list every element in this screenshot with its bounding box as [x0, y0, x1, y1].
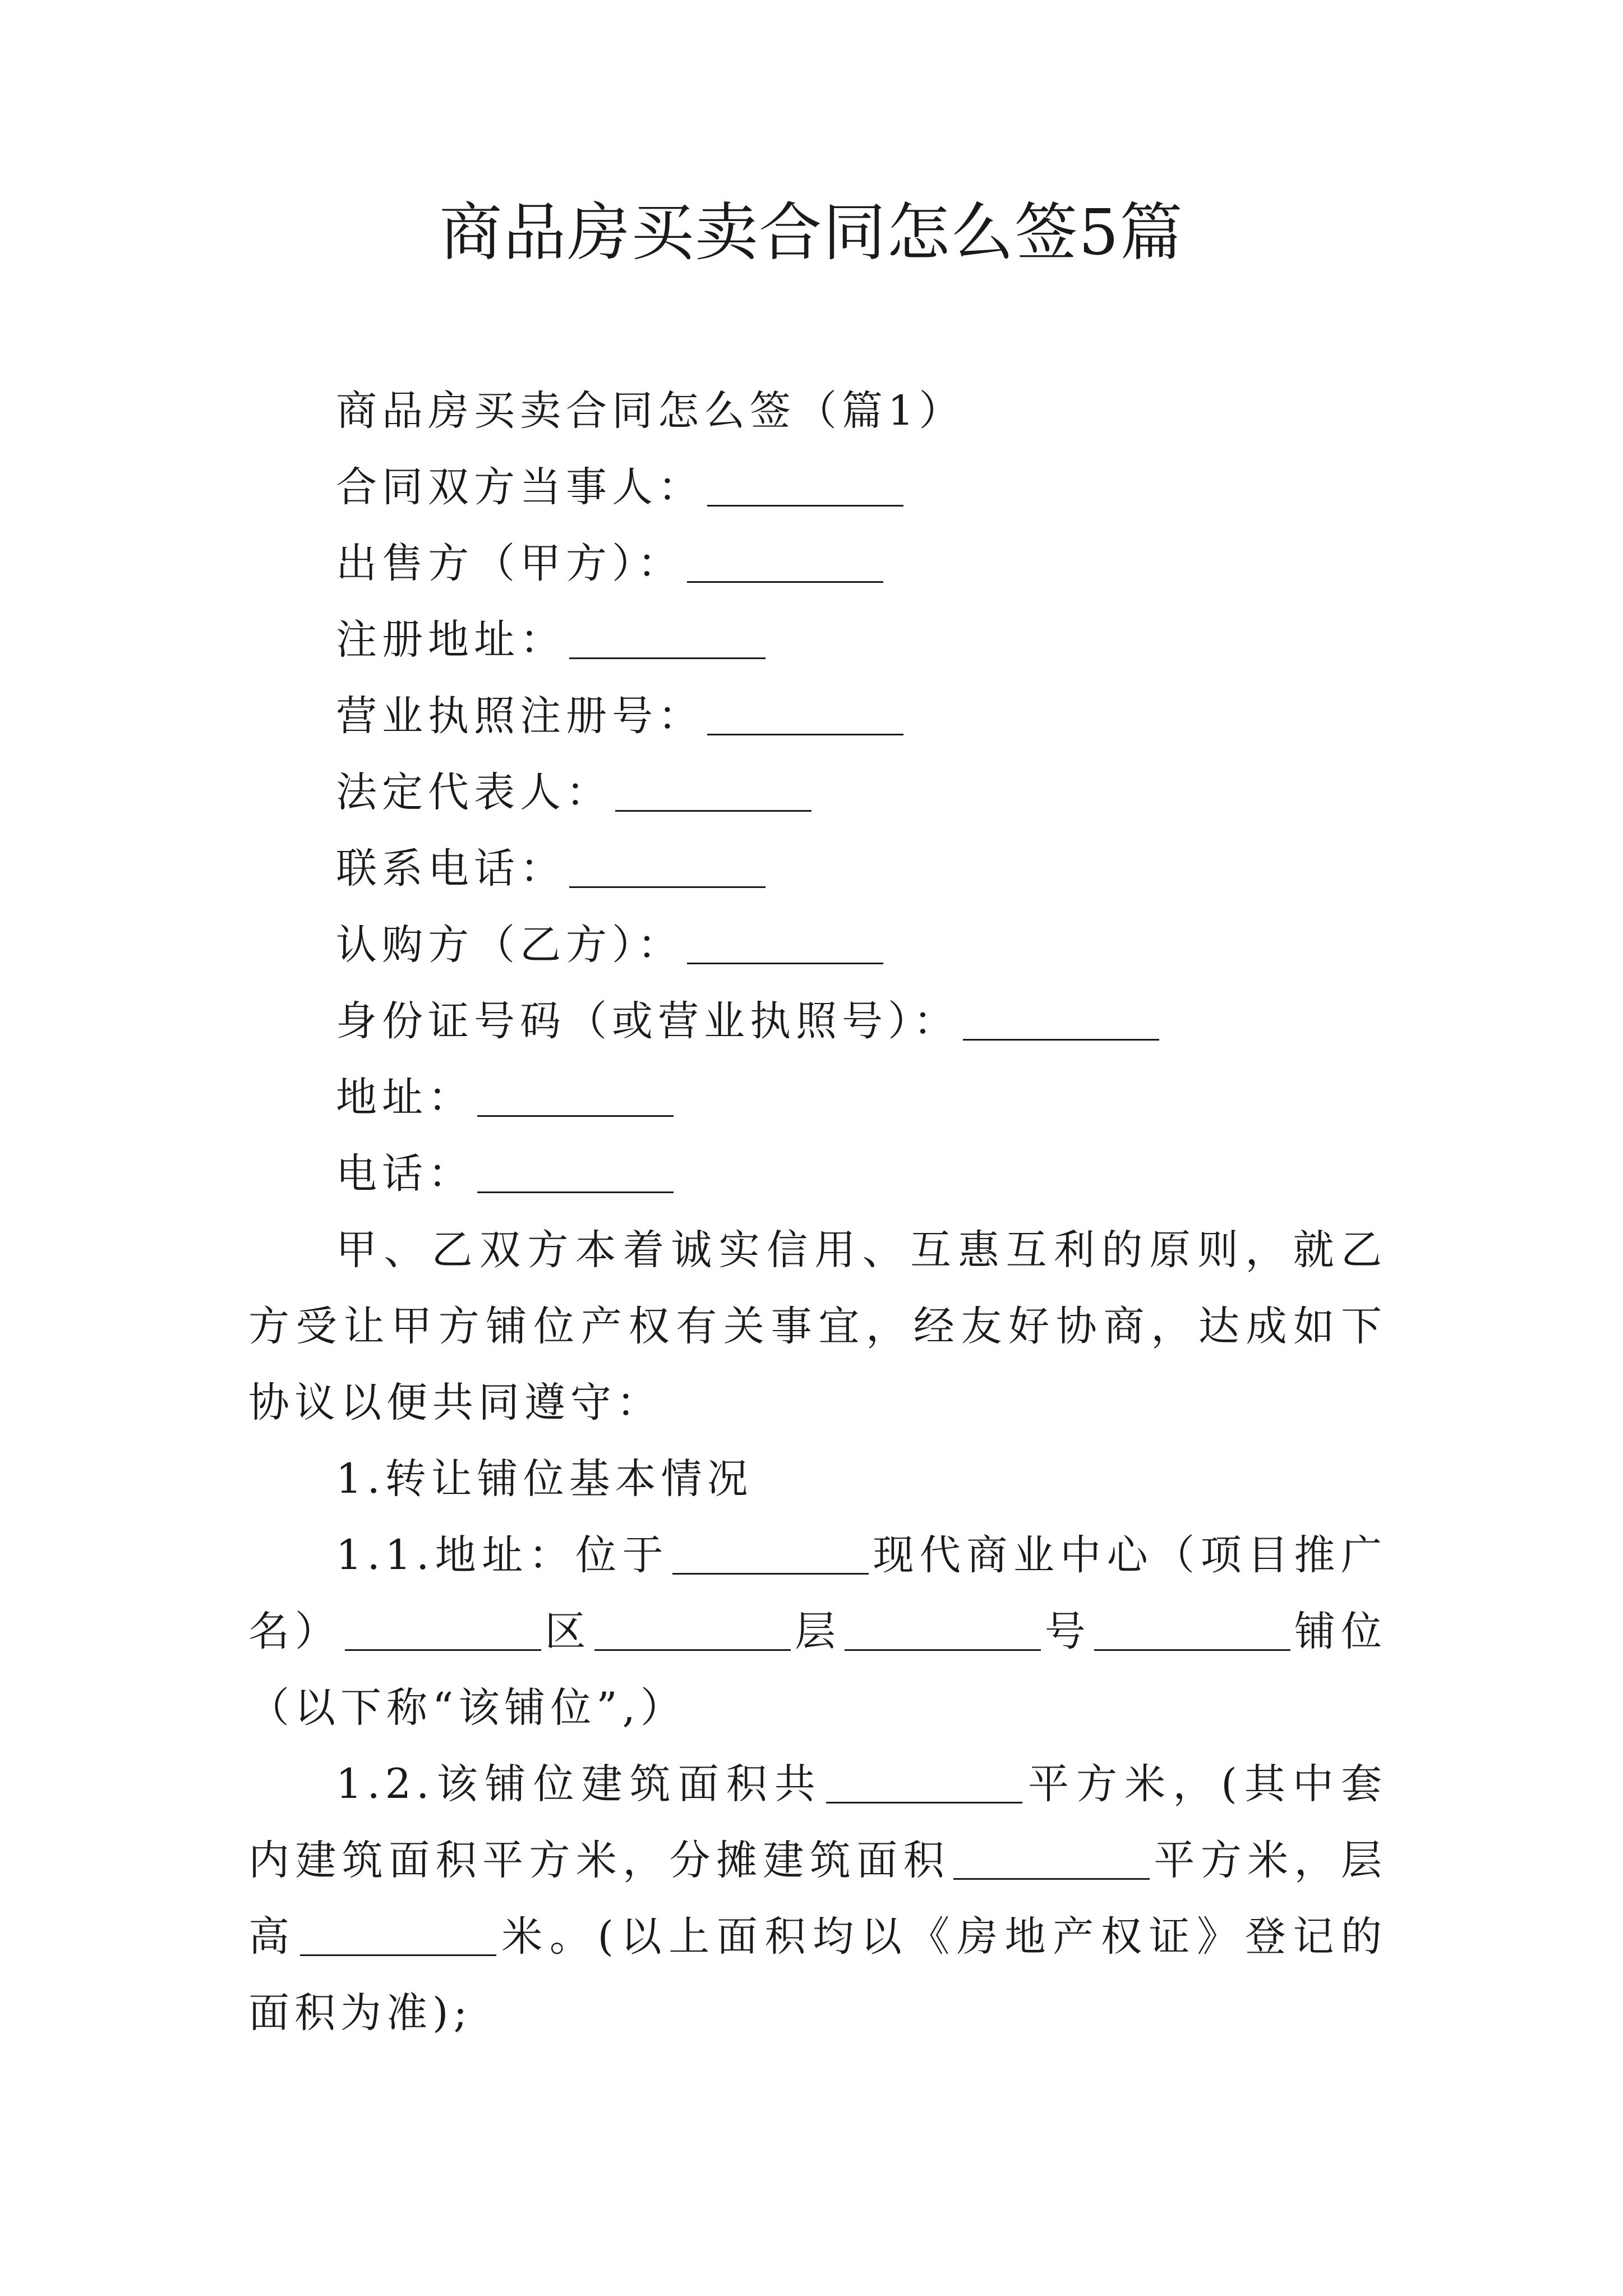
section-heading: 商品房买卖合同怎么签（篇1） [336, 387, 965, 435]
blank-line[interactable] [963, 999, 1159, 1041]
blank-line[interactable] [594, 1609, 791, 1651]
blank-line[interactable] [1094, 1609, 1290, 1651]
field-seller: 出售方（甲方）： [248, 526, 1387, 602]
blank-line[interactable] [345, 1609, 541, 1651]
intro-paragraph: 甲、乙双方本着诚实信用、互惠互利的原则，就乙方受让甲方铺位产权有关事宜，经友好协商，达成如下协议以便共同遵守： [248, 1226, 1387, 1427]
blank-line[interactable] [477, 1075, 674, 1117]
blank-line[interactable] [707, 464, 903, 507]
field-business-license: 营业执照注册号： [248, 678, 1387, 754]
blank-line[interactable] [826, 1761, 1022, 1803]
clause-1-1: 1.1.地址：位于 现代商业中心（项目推广名） 区 层 号 铺位（以下称“该铺位”,） [248, 1531, 1387, 1732]
field-registered-address: 注册地址： [248, 602, 1387, 678]
field-legal-rep: 法定代表人： [248, 754, 1387, 831]
field-address: 地址： [248, 1060, 1387, 1136]
blank-line[interactable] [687, 922, 883, 964]
document-body [248, 373, 1387, 2051]
blank-line[interactable] [569, 617, 766, 659]
blank-line[interactable] [672, 1533, 869, 1575]
field-id-number: 身份证号码（或营业执照号）： [248, 983, 1387, 1060]
blank-line[interactable] [569, 846, 766, 888]
field-buyer: 认购方（乙方）： [248, 907, 1387, 983]
blank-line[interactable] [845, 1609, 1041, 1651]
blank-line[interactable] [707, 693, 903, 735]
blank-line[interactable] [615, 770, 811, 812]
document-title: 商品房买卖合同怎么签5篇 [439, 196, 1184, 269]
field-phone-seller: 联系电话： [248, 831, 1387, 907]
blank-line[interactable] [300, 1914, 496, 1956]
blank-line[interactable] [477, 1151, 674, 1193]
clause-1-2: 1.2.该铺位建筑面积共 平方米，(其中套内建筑面积平方米，分摊建筑面积 平方米，层高 米。(以上面积均以《房地产权证》登记的面积为准); [248, 1760, 1387, 2037]
field-phone-buyer: 电话： [248, 1136, 1387, 1212]
field-parties: 合同双方当事人： [248, 449, 1387, 526]
blank-line[interactable] [953, 1838, 1150, 1880]
blank-line[interactable] [687, 541, 883, 583]
clause-1-heading: 1.转让铺位基本情况 [336, 1455, 753, 1503]
